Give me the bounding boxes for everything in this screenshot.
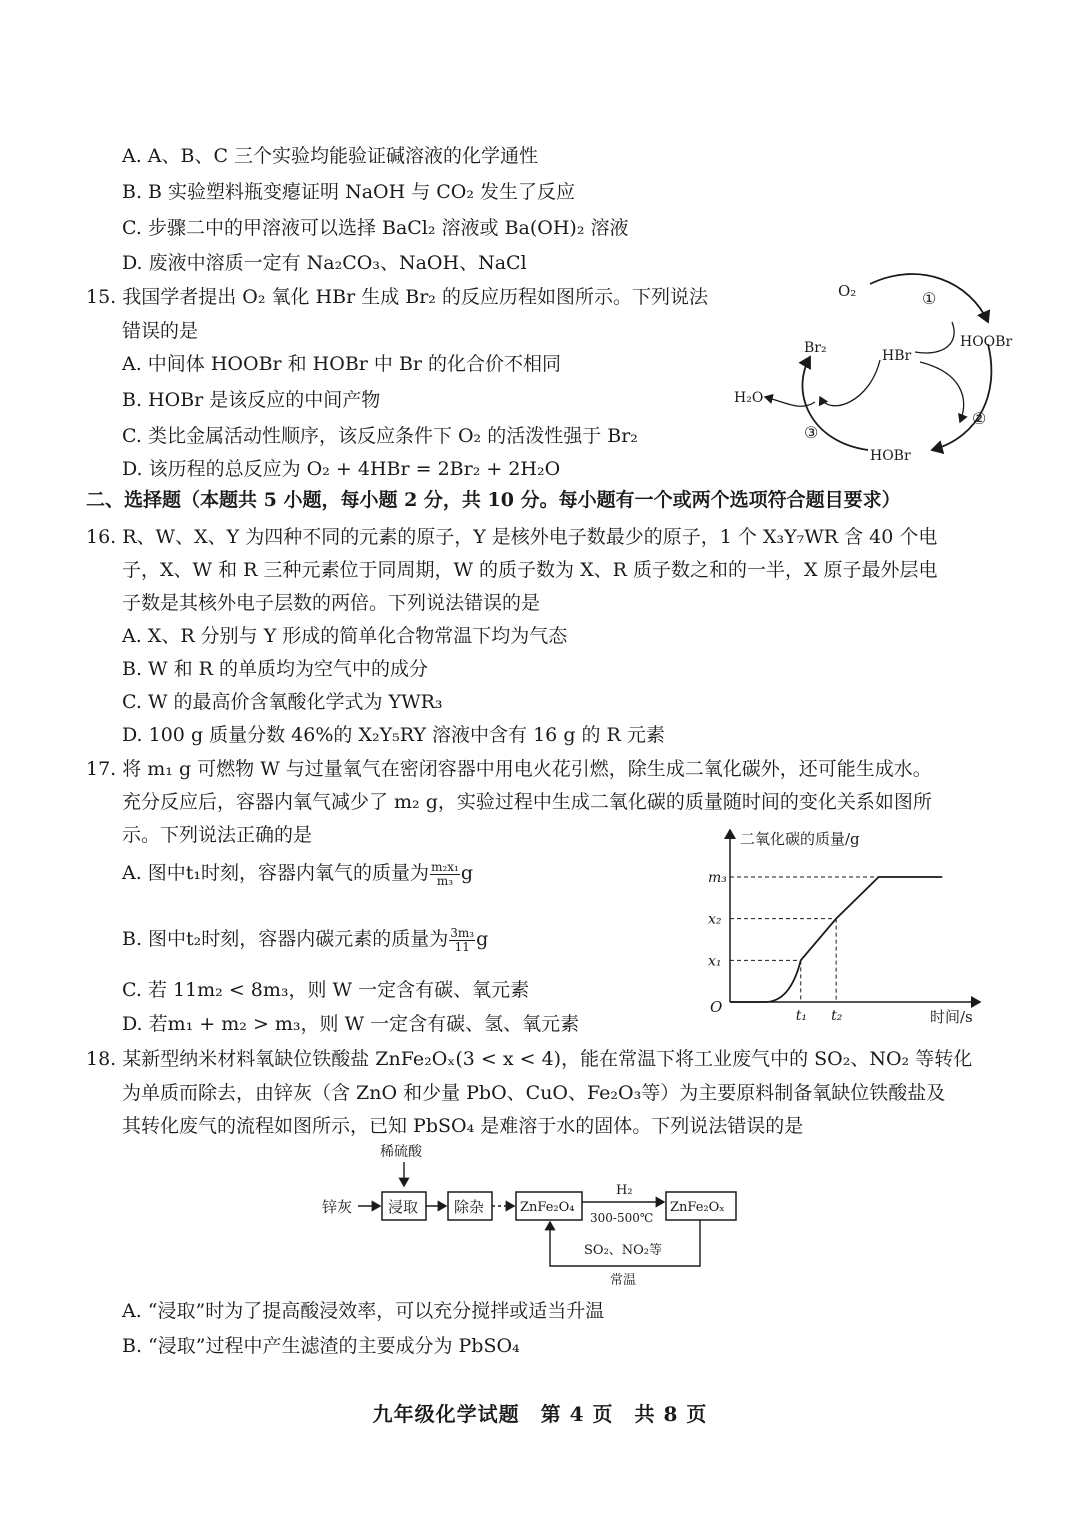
q17-option-b <box>122 926 488 954</box>
q17-option-d: D. 若m₁ + m₂ > m₃，则 W 一定含有碳、氢、氧元素 <box>122 1013 580 1035</box>
q16-option-d: D. 100 g 质量分数 46%的 X₂Y₅RY 溶液中含有 16 g 的 R 元素 <box>122 724 665 746</box>
o2-label: O₂ <box>838 282 857 300</box>
q17-option-a-numerator: m₂x₁ <box>431 859 459 874</box>
q14-option-c: C. 步骤二中的甲溶液可以选择 BaCl₂ 溶液或 Ba(OH)₂ 溶液 <box>122 217 629 239</box>
x-tick-label: t₁ <box>795 1008 808 1024</box>
q16-option-a: A. X、R 分别与 Y 形成的简单化合物常温下均为气态 <box>122 625 568 647</box>
hobr-label: HOBr <box>870 448 911 464</box>
step1-label: ① <box>922 289 937 308</box>
flow-leach-box: 浸取 <box>388 1198 419 1216</box>
y-tick-label: x₂ <box>708 911 722 928</box>
q15-option-b: B. HOBr 是该反应的中间产物 <box>122 389 381 411</box>
step3-label: ③ <box>804 423 819 442</box>
flow-room-label: 常温 <box>610 1273 637 1288</box>
q17-option-b-fraction <box>449 927 475 954</box>
br2-label: Br₂ <box>804 340 827 356</box>
arc-to-h2o <box>765 397 815 406</box>
q16-option-c: C. W 的最高价含氧酸化学式为 YWR₃ <box>122 691 443 713</box>
arc-hbr-to-br2 <box>820 360 880 406</box>
q15-stem-line1: 15. 我国学者提出 O₂ 氧化 HBr 生成 Br₂ 的反应历程如图所示。下列说法 <box>86 286 708 308</box>
q17-option-a-denominator: m₃ <box>436 873 454 888</box>
y-tick-label: x₁ <box>708 953 722 970</box>
hbr-label: HBr <box>882 348 912 364</box>
x-tick-label: t₂ <box>831 1008 843 1024</box>
q16-option-b: B. W 和 R 的单质均为空气中的成分 <box>122 658 428 680</box>
arc-hbr-to-hobr <box>920 362 964 422</box>
q17-option-b-unit: g <box>476 928 489 950</box>
q18-stem-line1: 18. 某新型纳米材料氧缺位铁酸盐 ZnFe₂Oₓ(3 < x < 4)，能在常温下将工业废气中的 SO₂、NO₂ 等转化 <box>86 1048 973 1070</box>
q17-option-a-unit: g <box>460 862 474 884</box>
y-tick-label: m₃ <box>708 870 727 886</box>
q17-option-b-denominator: 11 <box>454 939 470 954</box>
co2-mass-chart <box>690 820 990 1035</box>
section-2-heading: 二、选择题（本题共 5 小题，每小题 2 分，共 10 分。每小题有一个或两个选项符合题目要求） <box>86 489 901 511</box>
x-axis-label: 时间/s <box>930 1008 973 1026</box>
flow-gas-label: SO₂、NO₂等 <box>584 1243 663 1258</box>
q18-option-a: A. “浸取”时为了提高酸浸效率，可以充分搅拌或适当升温 <box>122 1300 605 1322</box>
flow-zfo4-box: ZnFe₂O₄ <box>520 1200 575 1215</box>
q18-flow-diagram <box>310 1140 750 1290</box>
flow-zfox-box: ZnFe₂Oₓ <box>670 1200 725 1215</box>
q14-option-b: B. B 实验塑料瓶变瘪证明 NaOH 与 CO₂ 发生了反应 <box>122 181 576 203</box>
flow-raw-label: 锌灰 <box>322 1198 353 1216</box>
flow-purify-box: 除杂 <box>454 1198 485 1216</box>
arc-hbr-to-hoobr <box>915 322 954 353</box>
q17-stem-line2: 充分反应后，容器内氧气减少了 m₂ g，实验过程中生成二氧化碳的质量随时间的变化关系如图所 <box>122 791 932 813</box>
step2-label: ② <box>972 409 987 428</box>
q14-option-a: A. A、B、C 三个实验均能验证碱溶液的化学通性 <box>122 145 539 167</box>
q16-stem-line1: 16. R、W、X、Y 为四种不同的元素的原子，Y 是核外电子数最少的原子，1 个 X₃Y₇WR 含 40 个电 <box>86 526 938 548</box>
q17-stem-line1: 17. 将 m₁ g 可燃物 W 与过量氧气在密闭容器中用电火花引燃，除生成二氧化碳外，还可能生成水。 <box>86 758 932 780</box>
y-axis-label: 二氧化碳的质量/g <box>740 830 860 848</box>
q15-option-c: C. 类比金属活动性顺序，该反应条件下 O₂ 的活泼性强于 Br₂ <box>122 425 638 447</box>
page-footer: 九年级化学试题 第 4 页 共 8 页 <box>372 1402 708 1426</box>
hoobr-label: HOOBr <box>960 334 1013 350</box>
q18-stem-line2: 为单质而除去，由锌灰（含 ZnO 和少量 PbO、CuO、Fe₂O₃等）为主要原料制备氧缺位铁酸盐及 <box>122 1082 946 1104</box>
q15-reaction-diagram <box>720 262 1030 472</box>
q17-option-a <box>122 860 473 888</box>
q16-stem-line2: 子，X、W 和 R 三种元素位于同周期，W 的质子数为 X、R 质子数之和的一半，X 原子最外层电 <box>122 559 938 581</box>
q15-option-a: A. 中间体 HOOBr 和 HOBr 中 Br 的化合价不相同 <box>122 353 562 375</box>
q14-option-d: D. 废液中溶质一定有 Na₂CO₃、NaOH、NaCl <box>122 252 527 274</box>
q17-option-a-fraction <box>430 861 460 888</box>
flow-h2-label: H₂ <box>616 1183 633 1198</box>
q18-option-b: B. “浸取”过程中产生滤渣的主要成分为 PbSO₄ <box>122 1335 520 1357</box>
flow-temp-label: 300-500℃ <box>590 1211 654 1225</box>
q17-option-b-numerator: 3m₃ <box>450 925 475 940</box>
q16-stem-line3: 子数是其核外电子层数的两倍。下列说法错误的是 <box>122 592 541 614</box>
arc-hoobr-to-hobr <box>932 344 991 450</box>
q18-stem-line3: 其转化废气的流程如图所示，已知 PbSO₄ 是难溶于水的固体。下列说法错误的是 <box>122 1115 804 1137</box>
q17-stem-line3: 示。下列说法正确的是 <box>122 824 313 846</box>
q17-option-c: C. 若 11m₂ < 8m₃，则 W 一定含有碳、氧元素 <box>122 979 530 1001</box>
h2o-label: H₂O <box>734 390 764 406</box>
q17-option-b-text: B. 图中t₂时刻，容器内碳元素的质量为 <box>122 928 449 950</box>
q15-option-d: D. 该历程的总反应为 O₂ + 4HBr = 2Br₂ + 2H₂O <box>122 458 561 480</box>
q17-option-a-text: A. 图中t₁时刻，容器内氧气的质量为 <box>122 862 430 884</box>
flow-acid-label: 稀硫酸 <box>380 1144 422 1160</box>
q15-stem-line2: 错误的是 <box>122 320 199 342</box>
origin-label: O <box>710 998 723 1016</box>
